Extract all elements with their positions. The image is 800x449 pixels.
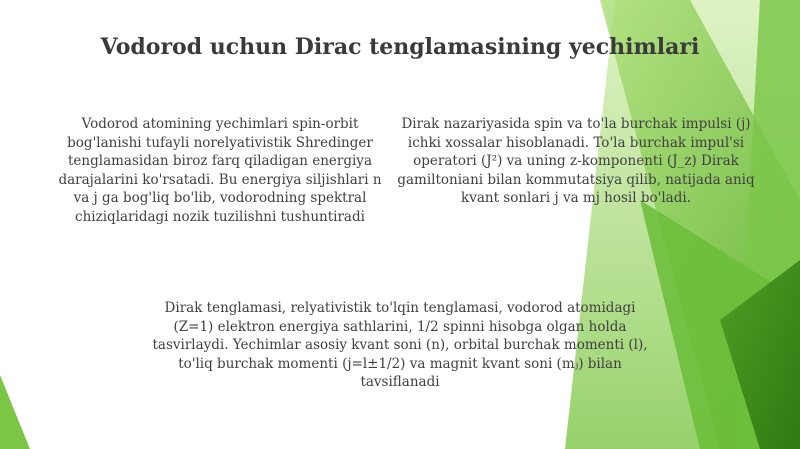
decor-shape-left bbox=[0, 375, 30, 449]
left-paragraph: Vodorod atomining yechimlari spin-orbit bog'lanishi tufayli norelyativistik Shredinger tenglamasidan biroz farq qiladigan energiya darajalarini ko'rsatadi. Bu energiya siljishlari n va j ga bog'liq bo'lib, vodorodning spektral chiziqlaridagi nozik tuzilishni tushuntiradi bbox=[58, 116, 382, 225]
bottom-paragraph: Dirak tenglamasi, relyativistik to'lqin tenglamasi, vodorod atomidagi (Z=1) elektron energiya sathlarini, 1/2 spinni hisobga olgan holda tasvirlaydi. Yechimlar asosiy kvant soni (n), orbital burchak momenti (l), to'liq burchak momenti (j=l±1/2) va magnit kvant soni (mⱼ) bilan tavsiflanadi bbox=[152, 300, 648, 390]
slide-title: Vodorod uchun Dirac tenglamasining yechimlari bbox=[100, 34, 700, 60]
right-paragraph: Dirak nazariyasida spin va to'la burchak impulsi (j) ichki xossalar hisoblanadi. To'la burchak impul'si operatori (J²) va uning z-komponenti (J_z) Dirak gamiltoniani bilan kommutatsiya qilib, natijada aniq kvant sonlari j va mj hosil bo'ladi. bbox=[397, 116, 755, 206]
